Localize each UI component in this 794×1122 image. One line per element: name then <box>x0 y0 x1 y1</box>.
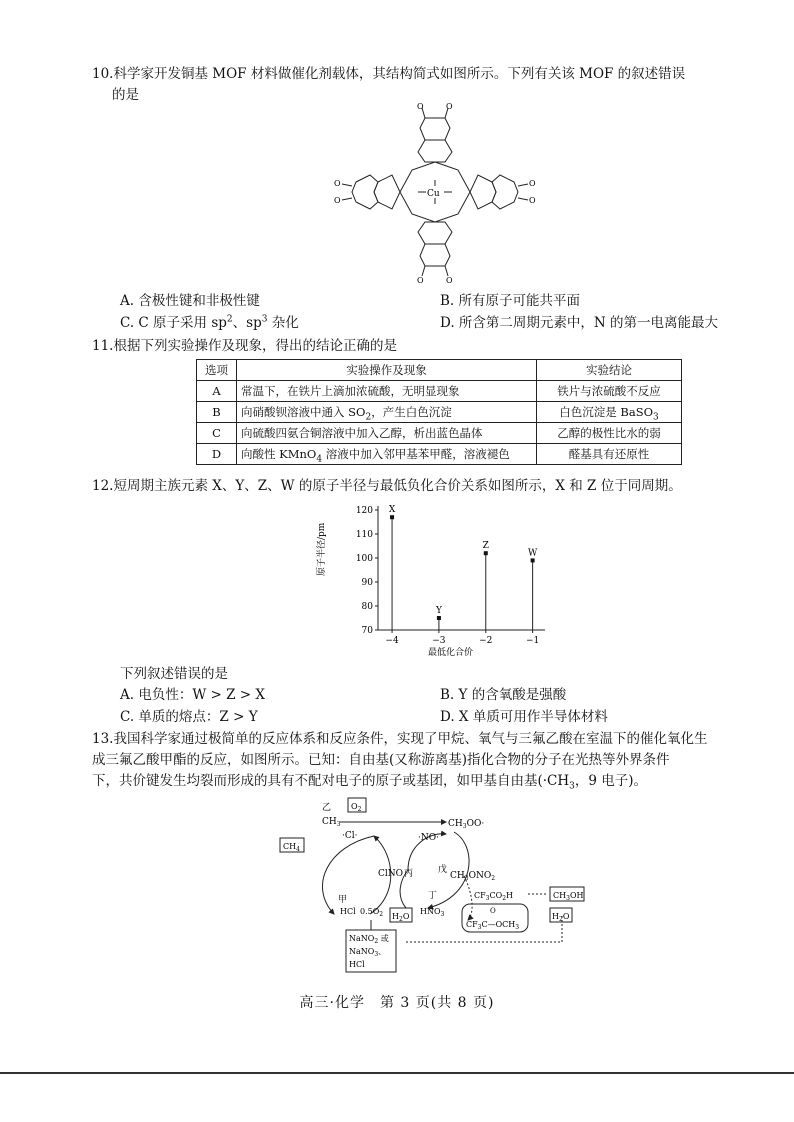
q12-number: 12. <box>92 478 114 494</box>
mof-o-label: O <box>529 196 536 205</box>
table-cell-option: B <box>197 402 237 423</box>
reaction-cycle-diagram <box>278 796 588 978</box>
catalyst-line3: HCl <box>349 960 365 969</box>
h2o-sub: 2 <box>558 916 563 923</box>
x-tick-label: −4 <box>385 636 399 646</box>
ch3ono2-sub: 3 <box>464 875 469 882</box>
mof-cu-label: Cu <box>427 189 440 199</box>
ch3-text: CH <box>322 817 337 827</box>
table-row <box>197 381 682 402</box>
half-o2-sub: 2 <box>379 911 384 918</box>
cell-subscript: 2 <box>365 412 372 423</box>
catalyst-line1 <box>349 933 389 945</box>
cell-text: 向酸性 KMnO <box>241 447 317 461</box>
mof-o-label: O <box>334 196 341 205</box>
cell-text: 溶液中加入邻甲基苯甲醛，溶液褪色 <box>322 447 510 461</box>
table-cell-conclusion: 铁片与浓硫酸不反应 <box>537 381 682 402</box>
cell-text: 向硝酸钡溶液中通入 SO <box>241 405 366 419</box>
page-footer: 高三·化学 第 3 页(共 8 页) <box>299 995 495 1011</box>
q10-option-b[interactable]: B. 所有原子可能共平面 <box>440 293 581 309</box>
y-tick-label: 100 <box>355 554 373 564</box>
cf3co2h-text: CF <box>474 891 486 900</box>
q10-option-d[interactable]: D. 所含第二周期元素中，N 的第一电离能最大 <box>440 315 719 331</box>
ch3ono2-sub2: 2 <box>491 875 496 882</box>
table-row <box>197 423 682 444</box>
table-cell-option: C <box>197 423 237 444</box>
hcl-label: HCl <box>340 907 356 916</box>
q13-line2: 成三氟乙酸甲酯的反应，如图所示。已知：自由基(又称游离基)指化合物的分子在光热等外界条件 <box>92 752 670 768</box>
bar-top-marker <box>437 616 441 620</box>
q13-line1: 我国科学家通过极简单的反应体系和反应条件，实现了甲烷、氧气与三氟乙酸在室温下的催化氧化生 <box>113 731 708 747</box>
half-o2-text: 0.5O <box>360 907 380 916</box>
bar-top-marker <box>390 515 394 519</box>
y-tick-label: 90 <box>361 578 373 588</box>
bar-top-marker <box>484 551 488 555</box>
table-header: 实验结论 <box>537 360 682 381</box>
ester-post: C—OCH <box>481 920 516 929</box>
ester-label <box>466 920 519 931</box>
ch4-sub: 4 <box>296 846 300 853</box>
mof-o-label: O <box>417 102 424 111</box>
q10-stem-line1: 科学家开发铜基 MOF 材料做催化剂载体，其结构简式如图所示。下列有关该 MOF 的叙述错误 <box>113 66 686 82</box>
label-yi: 乙 <box>322 803 332 813</box>
h2o-text: H <box>552 912 559 921</box>
x-tick-label: −1 <box>525 636 540 646</box>
radius-valence-chart <box>317 500 550 662</box>
ch3ono2-text: CH <box>450 871 465 881</box>
bar-top-marker <box>531 558 535 562</box>
h2o-label <box>552 912 570 923</box>
ch3oo-text: CH <box>448 819 463 829</box>
table-row <box>197 444 682 465</box>
half-o2-label <box>360 907 383 918</box>
x-tick-label: −2 <box>479 636 493 646</box>
h2o-post: O <box>402 912 410 921</box>
h2o-text: H <box>392 912 399 921</box>
cell-subscript: 3 <box>653 412 659 423</box>
q10-option-c-text: 、sp <box>232 315 262 331</box>
q13-number: 13. <box>92 731 114 747</box>
q10-option-a[interactable]: A. 含极性键和非极性键 <box>120 293 260 309</box>
cell-text: ，产生白色沉淀 <box>371 405 452 419</box>
cf3co2h-sub2: 2 <box>502 895 507 902</box>
ch3ono2-label <box>450 871 495 882</box>
q10-options-row1 <box>120 291 760 311</box>
table-header: 选项 <box>197 360 237 381</box>
q13-line3: 下，共价键发生均裂而形成的具有不配对电子的原子或基团，如甲基自由基(·CH <box>92 773 570 789</box>
q10-option-c[interactable] <box>120 313 440 333</box>
table-header: 实验操作及现象 <box>237 360 537 381</box>
q12-option-b[interactable]: B. Y 的含氧酸是强酸 <box>440 687 567 703</box>
h2o-sub: 2 <box>398 916 403 923</box>
y-tick-label: 110 <box>355 530 373 540</box>
q12-option-d[interactable]: D. X 单质可用作半导体材料 <box>440 709 608 725</box>
y-tick-label: 70 <box>361 626 373 636</box>
mof-o-label: O <box>417 276 424 285</box>
o2-label <box>351 802 362 813</box>
h2o-post: O <box>562 912 570 921</box>
ch3oo-label <box>448 819 484 830</box>
no-radical-label: ·NO· <box>418 833 439 843</box>
cat1-text: NaNO <box>349 934 375 943</box>
ch3oo-post: OO· <box>466 819 485 829</box>
q12-sub-stem: 下列叙述错误的是 <box>120 666 228 682</box>
y-tick-label: 80 <box>361 602 373 612</box>
ch3oh-text: CH <box>553 891 567 900</box>
ester-o-label: O <box>490 907 496 915</box>
label-jia: 甲 <box>338 895 348 905</box>
ch3ono2-post: ONO <box>468 871 492 881</box>
bar-label: Z <box>482 541 489 552</box>
mof-o-label: O <box>446 102 453 111</box>
ch3oh-post: OH <box>569 891 584 900</box>
experiment-table <box>196 359 682 465</box>
label-wu: 戊 <box>438 865 448 875</box>
q11-number: 11. <box>92 338 114 354</box>
cf3co2h-end: H <box>506 891 513 900</box>
ch3oh-sub: 3 <box>566 895 570 902</box>
ch3-label <box>322 817 341 828</box>
sp3-superscript: 3 <box>261 314 268 325</box>
table-row <box>197 402 682 423</box>
q13-line3-end: ，9 电子)。 <box>574 773 648 789</box>
table-cell-operation <box>237 402 537 423</box>
q10-options-row2 <box>120 313 760 333</box>
table-cell-conclusion <box>537 402 682 423</box>
label-ding: 丁 <box>428 891 438 901</box>
ch3oh-label <box>553 891 583 902</box>
catalyst-line2 <box>349 947 386 958</box>
q12-option-a[interactable]: A. 电负性：W > Z > X <box>120 687 265 703</box>
q12-options-row1 <box>120 685 760 705</box>
clno-label: ClNO <box>378 869 404 879</box>
q13-subscript: 3 <box>569 781 575 792</box>
bar-label: Y <box>435 606 442 616</box>
table-cell-conclusion: 醛基具有还原性 <box>537 444 682 465</box>
q11-stem-text: 根据下列实验操作及现象，得出的结论正确的是 <box>113 338 397 354</box>
ester-sub2: 3 <box>515 924 520 931</box>
table-cell-operation <box>237 444 537 465</box>
q10-stem-line2: 的是 <box>112 87 139 103</box>
ch3-sub: 3 <box>336 821 341 828</box>
ester-sub: 3 <box>477 924 482 931</box>
bar-label: X <box>388 505 396 516</box>
o2-text: O <box>351 802 358 811</box>
x-axis-label: 最低化合价 <box>428 648 474 658</box>
q12-options-row2 <box>120 707 760 727</box>
q10-number: 10. <box>92 66 114 82</box>
cell-subscript: 4 <box>316 454 323 465</box>
y-tick-label: 120 <box>355 506 373 516</box>
cat1-sub: 2 <box>374 938 379 945</box>
ch3oo-sub: 3 <box>462 823 467 830</box>
mof-o-label: O <box>446 276 453 285</box>
q13-stem <box>92 729 762 792</box>
cat2-post: 、 <box>378 947 387 956</box>
hno3-text: HNO <box>420 907 441 916</box>
table-cell-conclusion: 乙醇的极性比水的弱 <box>537 423 682 444</box>
ester-text: CF <box>466 920 478 929</box>
q12-option-c[interactable]: C. 单质的熔点：Z > Y <box>120 709 258 725</box>
cf3co2h-label <box>474 891 513 902</box>
hno3-sub: 3 <box>440 911 445 918</box>
q12-stem <box>92 476 752 497</box>
q10-option-c-text: 杂化 <box>267 315 299 331</box>
o2-sub: 2 <box>357 806 362 813</box>
table-cell-operation: 向硫酸四氨合铜溶液中加入乙醇，析出蓝色晶体 <box>237 423 537 444</box>
cat1-post: 或 <box>378 934 389 943</box>
table-cell-option: A <box>197 381 237 402</box>
label-bing: 丙 <box>404 869 414 879</box>
cell-text: 白色沉淀是 BaSO <box>559 405 654 419</box>
hno3-label <box>420 907 445 918</box>
h2o-label <box>392 912 410 923</box>
table-cell-option: D <box>197 444 237 465</box>
sp2-superscript: 2 <box>226 314 233 325</box>
cat2-text: NaNO <box>349 947 375 956</box>
table-cell-operation: 常温下，在铁片上滴加浓硫酸，无明显现象 <box>237 381 537 402</box>
ch4-text: CH <box>283 842 297 851</box>
mof-structure-diagram <box>330 100 540 285</box>
q11-stem <box>92 336 752 357</box>
cl-radical-label: ·Cl· <box>342 831 358 841</box>
x-tick-label: −3 <box>432 636 446 646</box>
q10-option-c-text: C. C 原子采用 sp <box>120 315 227 331</box>
cf3co2h-sub: 3 <box>485 895 490 902</box>
ch4-label <box>283 842 300 853</box>
cat2-sub: 3 <box>374 951 379 958</box>
mof-o-label: O <box>529 179 536 188</box>
q12-stem-text: 短周期主族元素 X、Y、Z、W 的原子半径与最低负化合价关系如图所示，X 和 Z 位于同周期。 <box>113 478 682 494</box>
bar-label: W <box>527 548 538 559</box>
y-axis-label: 原子半径/pm <box>317 522 327 576</box>
scan-edge-line <box>0 1072 794 1074</box>
mof-o-label: O <box>334 179 341 188</box>
cf3co2h-post: CO <box>489 891 503 900</box>
table-header-row <box>197 360 682 381</box>
